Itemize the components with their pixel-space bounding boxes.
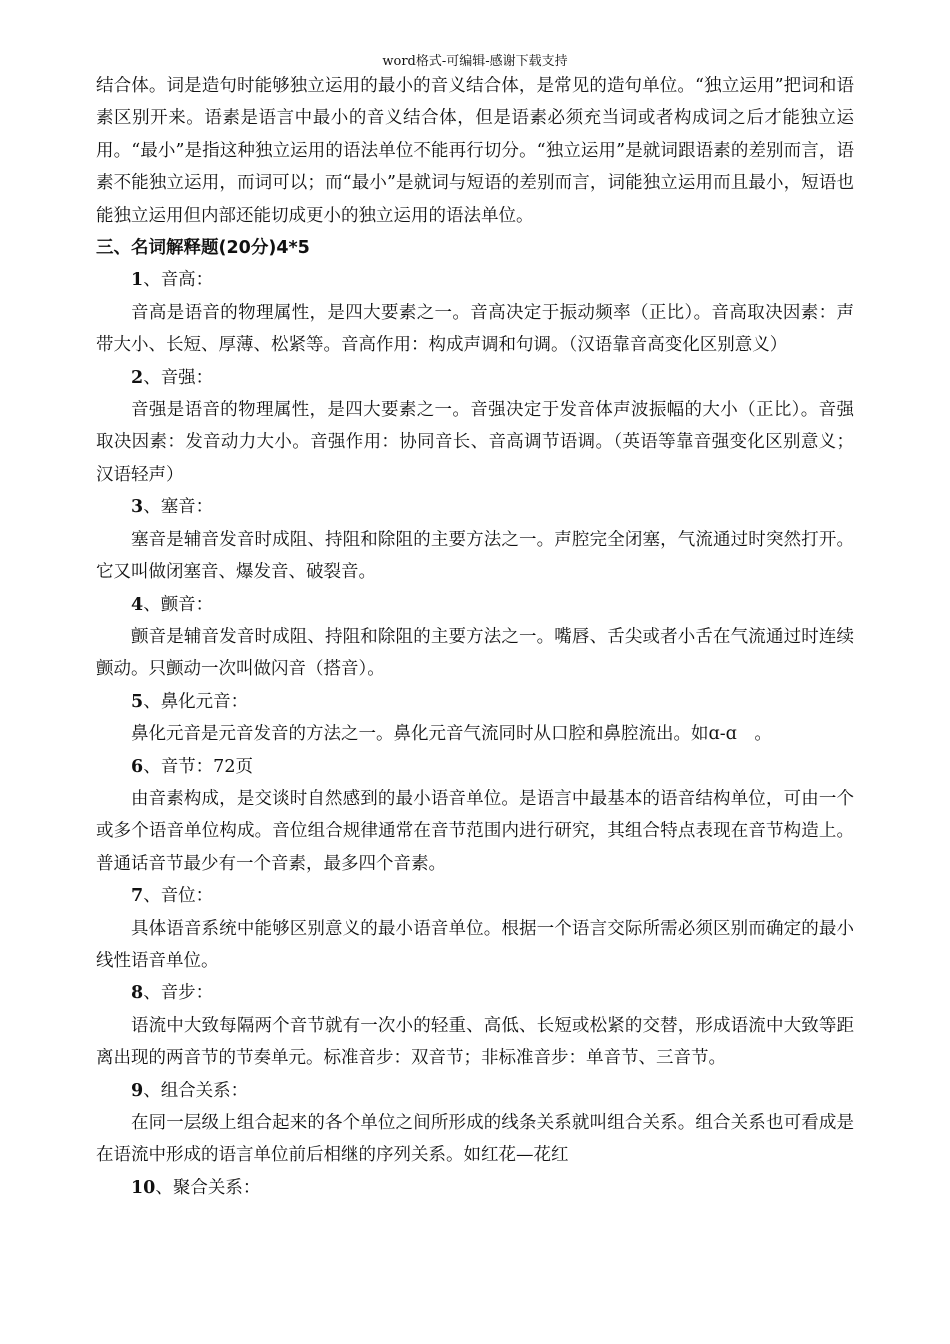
term-label: 塞音：: [160, 497, 214, 518]
term-list: [96, 264, 854, 1204]
term-separator: 、: [143, 756, 161, 777]
section-heading: 三、名词解释题(20分)4*5: [96, 238, 310, 259]
term-definition: 具体语音系统中能够区别意义的最小语音单位。根据一个语言交际所需必须区别而确定的最小线性语音单位。: [96, 918, 854, 971]
term-title: [96, 751, 854, 783]
term-definition: 颤音是辅音发音时成阻、持阻和除阻的主要方法之一。嘴唇、舌尖或者小舌在气流通过时连续颤动。只颤动一次叫做闪音（搭音）。: [96, 626, 854, 680]
term-definition: 音高是语音的物理属性，是四大要素之一。音高决定于振动频率（正比）。音高取决因素：声带大小、长短、厚薄、松紧等。音高作用：构成声调和句调。（汉语靠音高变化区别意义）: [96, 302, 854, 356]
intro-paragraph: 结合体。词是造句时能够独立运用的最小的音义结合体，是常见的造句单位。“独立运用”把词和语素区别开来。语素是语言中最小的音义结合体，但是语素必须充当词或者构成词之后才能独立运用。“最小”是指这种独立运用的语法单位不能再行切分。“独立运用”是就词跟语素的差别而言，语素不能独立运用，而词可以；而“最小”是就词与短语的差别而言，词能独立运用而且最小，短语也能独立运用但内部还能切成更小的独立运用的语法单位。: [96, 76, 854, 226]
term-label: 聚合关系：: [172, 1177, 261, 1198]
term-label: 颤音：: [160, 594, 214, 615]
term-definition: 鼻化元音是元音发音的方法之一。鼻化元音气流同时从口腔和鼻腔流出。如ɑ-ɑ 。: [131, 724, 772, 745]
document-body: [96, 70, 854, 1204]
term-label: 音步：: [160, 983, 214, 1004]
term-label: 音位：: [160, 886, 214, 907]
term-label: 组合关系：: [160, 1080, 249, 1101]
term-separator: 、: [143, 497, 161, 518]
term-definition: 音强是语音的物理属性，是四大要素之一。音强决定于发音体声波振幅的大小（正比）。音强取决因素：发音动力大小。音强作用：协同音长、音高调节语调。（英语等靠音强变化区别意义；汉语轻声）: [96, 400, 854, 485]
term-separator: 、: [143, 983, 161, 1004]
term-number: 7: [131, 886, 144, 907]
term-title: [96, 880, 854, 912]
term-title: [96, 491, 854, 523]
term-label: 音节：72页: [160, 756, 253, 777]
term-separator: 、: [143, 691, 161, 712]
term-separator: 、: [143, 270, 161, 291]
term-label: 音强：: [160, 367, 214, 388]
term-title: [96, 589, 854, 621]
term-definition: 由音素构成，是交谈时自然感到的最小语音单位。是语言中最基本的语音结构单位，可由一个或多个语音单位构成。音位组合规律通常在音节范围内进行研究，其组合特点表现在音节构造上。普通话音节最少有一个音素，最多四个音素。: [96, 788, 854, 874]
term-definition: 语流中大致每隔两个音节就有一次小的轻重、高低、长短或松紧的交替，形成语流中大致等距离出现的两音节的节奏单元。标准音步：双音节；非标准音步：单音节、三音节。: [96, 1015, 854, 1069]
term-definition: 塞音是辅音发音时成阻、持阻和除阻的主要方法之一。声腔完全闭塞，气流通过时突然打开。它又叫做闭塞音、爆发音、破裂音。: [96, 529, 854, 583]
term-number: 4: [131, 594, 144, 615]
page-header: word格式-可编辑-感谢下载支持: [382, 54, 568, 69]
term-number: 2: [131, 367, 144, 388]
term-number: 10: [131, 1177, 156, 1198]
term-title: [96, 264, 854, 296]
term-number: 1: [131, 270, 144, 291]
term-title: [96, 362, 854, 394]
term-number: 5: [131, 691, 144, 712]
term-label: 鼻化元音：: [160, 691, 249, 712]
term-number: 9: [131, 1080, 144, 1101]
term-separator: 、: [155, 1177, 173, 1198]
term-title: [96, 1172, 854, 1204]
term-separator: 、: [143, 367, 161, 388]
term-number: 6: [131, 756, 144, 777]
term-title: [96, 1075, 854, 1107]
term-title: [96, 977, 854, 1009]
term-separator: 、: [143, 594, 161, 615]
term-number: 3: [131, 497, 144, 518]
term-separator: 、: [143, 1080, 161, 1101]
term-label: 音高：: [160, 270, 214, 291]
term-number: 8: [131, 983, 144, 1004]
term-definition: 在同一层级上组合起来的各个单位之间所形成的线条关系就叫组合关系。组合关系也可看成是在语流中形成的语言单位前后相继的序列关系。如红花—花红: [96, 1113, 854, 1166]
term-title: [96, 686, 854, 718]
term-separator: 、: [143, 886, 161, 907]
